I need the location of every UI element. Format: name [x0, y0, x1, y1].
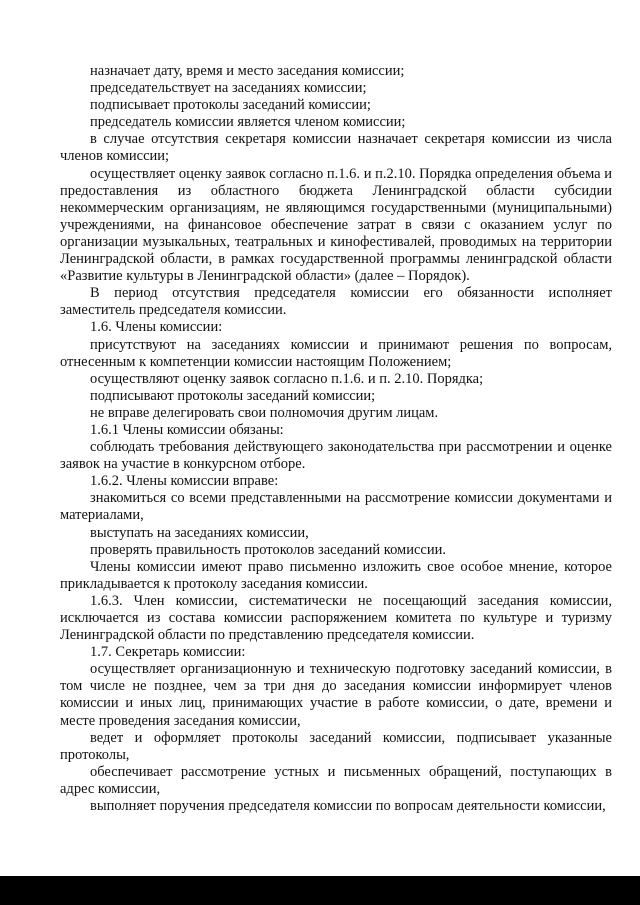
paragraph: выполняет поручения председателя комиссии по вопросам деятельности комиссии, — [90, 798, 606, 815]
paragraph: председатель комиссии является членом комиссии; — [90, 114, 406, 131]
paragraph: В период отсутствия председателя комиссии его обязанности исполняет заместитель председателя комиссии. — [60, 285, 612, 319]
paragraph: ведет и оформляет протоколы заседаний комиссии, подписывает указанные протоколы, — [60, 729, 612, 763]
paragraph: назначает дату, время и место заседания комиссии; — [90, 63, 405, 79]
paragraph: осуществляют оценку заявок согласно п.1.6. и п. 2.10. Порядка; — [90, 370, 484, 387]
paragraph: в случае отсутствия секретаря комиссии назначает секретаря комиссии из числа членов комиссии; — [60, 131, 612, 165]
paragraph: проверять правильность протоколов заседаний комиссии. — [90, 541, 446, 558]
paragraph: выступать на заседаниях комиссии, — [90, 524, 309, 541]
scan-bottom-edge — [0, 876, 640, 905]
paragraph: не вправе делегировать свои полномочия другим лицам. — [90, 404, 439, 421]
paragraph: соблюдать требования действующего законодательства при рассмотрении и оценке заявок на участие в конкурсном отборе. — [60, 439, 612, 473]
document-body — [60, 63, 612, 815]
section-heading: 1.6. Члены комиссии: — [90, 319, 223, 336]
section-heading: 1.6.2. Члены комиссии вправе: — [90, 473, 279, 490]
section-heading: 1.6.1 Члены комиссии обязаны: — [90, 421, 284, 438]
paragraph: обеспечивает рассмотрение устных и письменных обращений, поступающих в адрес комиссии, — [60, 763, 612, 797]
section-heading: 1.7. Секретарь комиссии: — [90, 644, 246, 661]
paragraph: 1.6.3. Член комиссии, систематически не посещающий заседания комиссии, исключается из состава комиссии распоряжением комитета по культуре и туризму Ленинградской области по представлению председателя комиссии. — [60, 592, 612, 644]
paragraph: председательствует на заседаниях комиссии; — [90, 80, 367, 97]
paragraph: Члены комиссии имеют право письменно изложить свое особое мнение, которое прикладывается к протоколу заседания комиссии. — [60, 558, 612, 592]
paragraph: подписывает протоколы заседаний комиссии; — [90, 97, 371, 114]
paragraph: знакомиться со всеми представленными на рассмотрение комиссии документами и материалами, — [60, 490, 612, 524]
paragraph: осуществляет организационную и техническую подготовку заседаний комиссии, в том числе не позднее, чем за три дня до заседания комиссии информирует членов комиссии и иных лиц, принимающих участие в работе комиссии, о дате, времени и месте проведения заседания комиссии, — [60, 661, 612, 729]
paragraph: присутствуют на заседаниях комиссии и принимают решения по вопросам, отнесенным к компетенции комиссии настоящим Положением; — [60, 336, 612, 370]
paragraph: подписывают протоколы заседаний комиссии; — [90, 387, 376, 404]
paragraph: осуществляет оценку заявок согласно п.1.6. и п.2.10. Порядка определения объема и предоставления из областного бюджета Ленинградской области субсидии некоммерческим организациям, не являющимся государственными (муниципальными) учреждениями, на финансовое обеспечение затрат в связи с оказанием услуг по организации музыкальных, театральных и кинофестивалей, проводимых на территории Ленинградской области, в рамках государственной программы ленинградской области «Развитие культуры в Ленинградской области» (далее – Порядок). — [60, 165, 612, 285]
